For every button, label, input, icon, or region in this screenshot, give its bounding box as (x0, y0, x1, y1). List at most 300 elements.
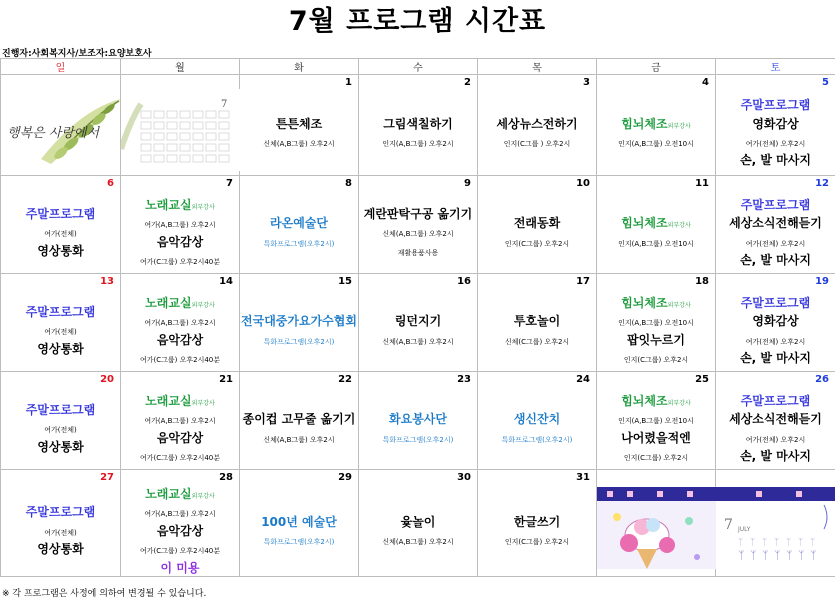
program-title: 생신잔치 (513, 412, 561, 427)
program-content (1, 400, 120, 455)
program-title: 손, 발 마사지 (740, 350, 811, 365)
program-detail (597, 232, 715, 250)
instructor-tag: 외부강사 (191, 203, 215, 211)
program-content (716, 293, 835, 367)
program-schedule: 인지(A,B그룹) 오후2시 (382, 140, 454, 148)
program-content (478, 311, 596, 348)
calendar-table (0, 58, 835, 577)
instructor-tag: 외부강사 (191, 493, 215, 500)
program-title: 주말프로그램 (25, 505, 96, 520)
program-title: 노래교실 (145, 197, 192, 212)
program-cell (597, 386, 716, 470)
program-content (478, 213, 596, 250)
subtitle: 진행자:사회복지사/보조자:요양보호사 (2, 49, 152, 59)
program-name (716, 95, 835, 113)
svg-text:ᛉ: ᛉ (786, 548, 793, 562)
program-title: 팝잇누르기 (627, 332, 685, 347)
program-content (597, 114, 715, 151)
program-content (359, 311, 477, 348)
weekday-header: 일 (1, 59, 121, 75)
weekday-header: 토 (716, 59, 835, 75)
program-schedule: 인지(C그룹) 오후2시 (504, 537, 570, 546)
program-content (478, 114, 596, 151)
program-name (359, 409, 477, 427)
program-title: 음악감상 (156, 332, 204, 347)
instructor-tag: 외부강사 (667, 222, 691, 230)
program-cell (359, 89, 478, 176)
program-title: 손, 발 마사지 (740, 252, 811, 267)
program-name (359, 114, 477, 132)
program-name (121, 195, 239, 213)
date-number (121, 75, 240, 90)
program-title: 노래교실 (145, 393, 192, 408)
program-cell (240, 386, 359, 470)
program-detail (478, 132, 596, 150)
program-name (716, 348, 835, 366)
program-schedule: 인지(C그룹) 오후2시 (623, 453, 689, 462)
date-number: 7 (121, 176, 240, 191)
program-detail (359, 330, 477, 348)
date-row (1, 470, 835, 485)
program-name (597, 428, 715, 446)
program-schedule: 특화프로그램(오후2시) (263, 337, 335, 346)
program-schedule: 여가(C그룹) 오후2시40분 (139, 355, 221, 364)
date-number: 8 (240, 176, 359, 191)
program-name (597, 213, 715, 231)
program-cell (716, 190, 835, 274)
program-name (716, 293, 835, 311)
date-row (1, 176, 835, 191)
program-schedule: 여가(C그룹) 오후2시40분 (139, 257, 221, 266)
program-content (121, 195, 239, 269)
program-content (240, 512, 358, 549)
program-detail (478, 428, 596, 446)
program-detail (478, 330, 596, 348)
program-title: 영상통화 (37, 243, 84, 258)
program-name (716, 446, 835, 464)
program-title: 영상통화 (37, 341, 84, 356)
date-number: 23 (359, 372, 478, 387)
program-detail (121, 348, 239, 366)
program-detail (240, 330, 358, 348)
program-name (1, 539, 120, 557)
program-content (597, 391, 715, 465)
program-cell (1, 190, 121, 274)
program-schedule: 여가(전체) (44, 528, 77, 537)
date-number: 26 (716, 372, 835, 387)
svg-text:ᛉ: ᛉ (810, 548, 817, 562)
program-name (597, 330, 715, 348)
program-title: 영상통화 (37, 542, 84, 557)
svg-text:ᛉ: ᛉ (750, 537, 756, 548)
program-title: 힘뇌체조 (621, 116, 668, 131)
program-title: 계란판탁구공 옮기기 (363, 206, 473, 221)
program-content (597, 293, 715, 367)
program-schedule: 특화프로그램(오후2시) (263, 239, 335, 248)
program-name (240, 409, 358, 427)
program-cell (478, 288, 597, 372)
program-title: 음악감상 (156, 430, 204, 445)
date-number: 2 (359, 75, 478, 90)
program-schedule: 인지(A,B그룹) 오전10시 (618, 417, 694, 426)
program-detail (716, 232, 835, 250)
leaves-illustration (1, 89, 120, 171)
program-title: 전래동화 (513, 216, 561, 231)
program-name (121, 428, 239, 446)
program-title: 세상뉴스전하기 (496, 116, 578, 131)
date-number: 13 (1, 274, 121, 289)
program-cell (597, 484, 716, 576)
date-number: 22 (240, 372, 359, 387)
program-schedule: 여가(전체) (44, 328, 77, 337)
program-cell (359, 386, 478, 470)
program-name (1, 502, 120, 520)
date-number: 24 (478, 372, 597, 387)
program-name (478, 213, 596, 231)
program-detail (359, 222, 477, 240)
date-number: 17 (478, 274, 597, 289)
july-calendar-illustration (716, 487, 835, 569)
program-name (1, 339, 120, 357)
program-title: 주말프로그램 (25, 304, 96, 319)
program-name (240, 512, 358, 530)
program-detail (716, 428, 835, 446)
svg-text:ᛉ: ᛉ (750, 548, 757, 562)
program-name (1, 241, 120, 259)
program-title: 윷놀이 (400, 514, 436, 529)
svg-text:ᛉ: ᛉ (762, 537, 768, 548)
program-title: 라온예술단 (270, 216, 328, 231)
program-detail (478, 530, 596, 548)
instructor-tag: 외부강사 (667, 122, 691, 130)
date-number: 5 (716, 75, 835, 90)
program-cell (240, 484, 359, 576)
program-detail (121, 539, 239, 557)
program-title: 힘뇌체조 (621, 216, 668, 231)
program-schedule: 여가(C그룹) 오후2시40분 (139, 547, 221, 556)
program-title: 투호놀이 (513, 314, 561, 329)
date-number: 10 (478, 176, 597, 191)
program-row (1, 484, 835, 576)
program-schedule: 특화프로그램(오후2시) (382, 435, 454, 444)
program-title: 주말프로그램 (740, 197, 811, 212)
program-cell (478, 89, 597, 176)
program-title: 주말프로그램 (740, 393, 811, 408)
program-content (478, 409, 596, 446)
program-schedule: 인지(C그룹 ) 오후2시 (503, 140, 571, 148)
program-title: 한글쓰기 (513, 514, 561, 529)
program-detail (597, 311, 715, 329)
program-row (1, 288, 835, 372)
svg-text:ᛉ: ᛉ (798, 548, 805, 562)
program-schedule: 신체(A,B그룹) 오후2시 (263, 140, 335, 148)
page-title: 7월 프로그램 시간표 (288, 6, 547, 37)
date-number: 27 (1, 470, 121, 485)
date-number: 15 (240, 274, 359, 289)
date-number: 12 (716, 176, 835, 191)
program-schedule: 신체(A,B그룹) 오후2시 (382, 537, 454, 546)
program-schedule: 여가(전체) 오후2시 (745, 435, 806, 444)
weekday-header: 월 (121, 59, 240, 75)
date-number: 21 (121, 372, 240, 387)
weekday-header: 수 (359, 59, 478, 75)
program-name (716, 150, 835, 168)
program-content (240, 409, 358, 446)
date-number: 11 (597, 176, 716, 191)
program-content (359, 512, 477, 549)
program-title: 링던지기 (394, 314, 442, 329)
date-number (597, 470, 716, 485)
program-title: 그림색칠하기 (383, 116, 453, 131)
program-content (240, 311, 358, 348)
program-schedule: 여가(A,B그룹) 오후2시 (144, 221, 216, 230)
program-detail (1, 320, 120, 338)
program-content (359, 204, 477, 259)
program-name (121, 521, 239, 539)
program-schedule: 특화프로그램(오후2시) (263, 537, 335, 546)
program-name (359, 204, 477, 222)
date-number: 16 (359, 274, 478, 289)
program-detail (1, 418, 120, 436)
program-name (478, 311, 596, 329)
program-cell (597, 89, 716, 176)
program-title: 음악감상 (156, 234, 204, 249)
program-content (1, 204, 120, 259)
program-name (716, 213, 835, 231)
program-name (597, 114, 715, 132)
program-name (240, 114, 358, 132)
program-cell (1, 288, 121, 372)
program-content (1, 502, 120, 557)
svg-text:ᛉ: ᛉ (810, 537, 816, 548)
program-content (716, 391, 835, 465)
program-content (121, 484, 239, 576)
program-schedule: 여가(전체) (44, 230, 77, 239)
program-detail (121, 502, 239, 520)
date-number: 19 (716, 274, 835, 289)
program-name (121, 484, 239, 502)
program-cell (1, 386, 121, 470)
instructor-tag: 외부강사 (191, 301, 215, 309)
program-name (240, 213, 358, 231)
program-detail (716, 330, 835, 348)
july-calendar-number: 7 (724, 516, 733, 533)
program-schedule: 인지(C그룹) 오후2시 (504, 239, 570, 248)
program-detail (1, 222, 120, 240)
svg-text:ᛉ: ᛉ (738, 537, 744, 548)
weekday-header: 목 (478, 59, 597, 75)
program-name (121, 330, 239, 348)
program-schedule: 신체(A,B그룹) 오후2시 (263, 435, 335, 444)
date-number: 28 (121, 470, 240, 485)
program-title: 종이컵 고무줄 옮기기 (242, 412, 356, 427)
program-schedule: 여가(전체) 오후2시 (745, 337, 806, 346)
program-schedule: 재활용품사용 (397, 248, 439, 257)
program-title: 100년 예술단 (261, 514, 337, 529)
date-row (1, 274, 835, 289)
program-title: 세상소식전해듣기 (729, 412, 822, 427)
program-name (359, 512, 477, 530)
program-detail (359, 530, 477, 548)
program-name (716, 114, 835, 132)
program-name (597, 293, 715, 311)
program-schedule: 여가(A,B그룹) 오후2시 (144, 510, 216, 519)
program-schedule: 여가(전체) 오후2시 (745, 239, 806, 248)
program-name (121, 391, 239, 409)
program-detail (597, 132, 715, 150)
program-title: 영화감상 (752, 314, 799, 329)
program-name (1, 400, 120, 418)
program-cell (716, 89, 835, 176)
date-number: 9 (359, 176, 478, 191)
weekday-header-row (1, 59, 835, 75)
program-name (121, 558, 239, 576)
program-schedule: 여가(전체) 오후2시 (745, 140, 806, 148)
program-cell (240, 288, 359, 372)
program-content (716, 95, 835, 169)
program-title: 주말프로그램 (25, 402, 96, 417)
program-cell (478, 190, 597, 274)
program-cell (121, 89, 240, 176)
program-name (716, 250, 835, 268)
program-schedule: 신체(A,B그룹) 오후2시 (382, 230, 454, 239)
svg-text:ᛉ: ᛉ (738, 548, 745, 562)
program-name (240, 311, 358, 329)
program-schedule: 여가(A,B그룹) 오후2시 (144, 319, 216, 328)
program-content (359, 114, 477, 151)
program-detail (597, 348, 715, 366)
program-row (1, 386, 835, 470)
leaves-art-text: 행복은 사랑에서 (7, 126, 100, 141)
svg-text:ᛉ: ᛉ (774, 537, 780, 548)
program-title: 손, 발 마사지 (740, 153, 811, 168)
program-name (1, 437, 120, 455)
program-detail (240, 530, 358, 548)
program-content (597, 213, 715, 250)
program-schedule: 인지(A,B그룹) 오전10시 (618, 239, 694, 248)
program-detail (240, 428, 358, 446)
program-cell (597, 190, 716, 274)
svg-text:ᛉ: ᛉ (786, 537, 792, 548)
date-number: 3 (478, 75, 597, 90)
date-number (716, 470, 835, 485)
program-cell (359, 484, 478, 576)
program-name (478, 512, 596, 530)
date-number: 1 (240, 75, 359, 90)
program-cell (716, 288, 835, 372)
program-detail (240, 132, 358, 150)
program-cell (359, 190, 478, 274)
program-schedule: 인지(A,B그룹) 오전10시 (618, 319, 694, 328)
program-cell (1, 89, 121, 176)
program-schedule: 여가(A,B그룹) 오후2시 (144, 417, 216, 426)
date-number: 6 (1, 176, 121, 191)
program-detail (121, 311, 239, 329)
program-title: 나어렸을적엔 (621, 430, 691, 445)
program-detail (121, 446, 239, 464)
program-detail (121, 409, 239, 427)
program-schedule: 여가(전체) (44, 426, 77, 435)
program-title: 힘뇌체조 (621, 393, 668, 408)
program-name (716, 195, 835, 213)
program-name (359, 311, 477, 329)
date-number: 29 (240, 470, 359, 485)
program-cell (1, 484, 121, 576)
program-title: 노래교실 (145, 487, 192, 501)
date-number: 4 (597, 75, 716, 90)
footer-note: ※ 각 프로그램은 사정에 의하여 변경될 수 있습니다. (2, 589, 207, 599)
date-number (1, 75, 121, 90)
program-detail (359, 428, 477, 446)
program-content (1, 302, 120, 357)
program-title: 주말프로그램 (25, 206, 96, 221)
date-number: 18 (597, 274, 716, 289)
program-title: 노래교실 (145, 295, 192, 310)
program-cell (121, 386, 240, 470)
instructor-tag: 외부강사 (191, 399, 215, 407)
program-content (240, 114, 358, 151)
program-title: 주말프로그램 (740, 295, 811, 310)
mini-calendar-illustration (121, 89, 240, 171)
date-number: 20 (1, 372, 121, 387)
program-cell (478, 386, 597, 470)
program-name (597, 391, 715, 409)
instructor-tag: 외부강사 (667, 399, 691, 407)
program-detail (240, 232, 358, 250)
program-title: 세상소식전해듣기 (729, 216, 822, 231)
program-detail (597, 446, 715, 464)
program-cell (240, 89, 359, 176)
svg-text:ᛉ: ᛉ (762, 548, 769, 562)
program-name (121, 232, 239, 250)
program-title: 주말프로그램 (740, 98, 811, 113)
program-content (240, 213, 358, 250)
program-title: 영상통화 (37, 439, 84, 454)
program-name (716, 311, 835, 329)
date-number: 31 (478, 470, 597, 485)
program-title: 이 미용 (160, 560, 200, 575)
program-cell (240, 190, 359, 274)
weekday-header: 금 (597, 59, 716, 75)
program-cell (716, 484, 835, 576)
program-title: 음악감상 (156, 523, 204, 538)
program-title: 영화감상 (752, 116, 799, 131)
program-title: 화요봉사단 (389, 412, 447, 427)
program-content (121, 293, 239, 367)
july-calendar-label: JULY (738, 525, 751, 533)
program-row (1, 190, 835, 274)
instructor-tag: 외부강사 (667, 301, 691, 309)
weekday-header: 화 (240, 59, 359, 75)
icecream-illustration (597, 487, 716, 569)
date-number: 30 (359, 470, 478, 485)
program-name (478, 409, 596, 427)
mini-calendar-number: 7 (221, 99, 228, 110)
program-name (716, 409, 835, 427)
program-content (478, 512, 596, 549)
program-schedule: 인지(A,B그룹) 오전10시 (618, 140, 694, 148)
program-name (1, 302, 120, 320)
program-cell (121, 484, 240, 576)
program-cell (716, 386, 835, 470)
program-cell (359, 288, 478, 372)
program-title: 전국대중가요가수협회 (241, 314, 357, 329)
program-name (716, 391, 835, 409)
program-detail (121, 250, 239, 268)
date-number: 25 (597, 372, 716, 387)
program-schedule: 신체(A,B그룹) 오후2시 (382, 337, 454, 346)
program-name (478, 114, 596, 132)
